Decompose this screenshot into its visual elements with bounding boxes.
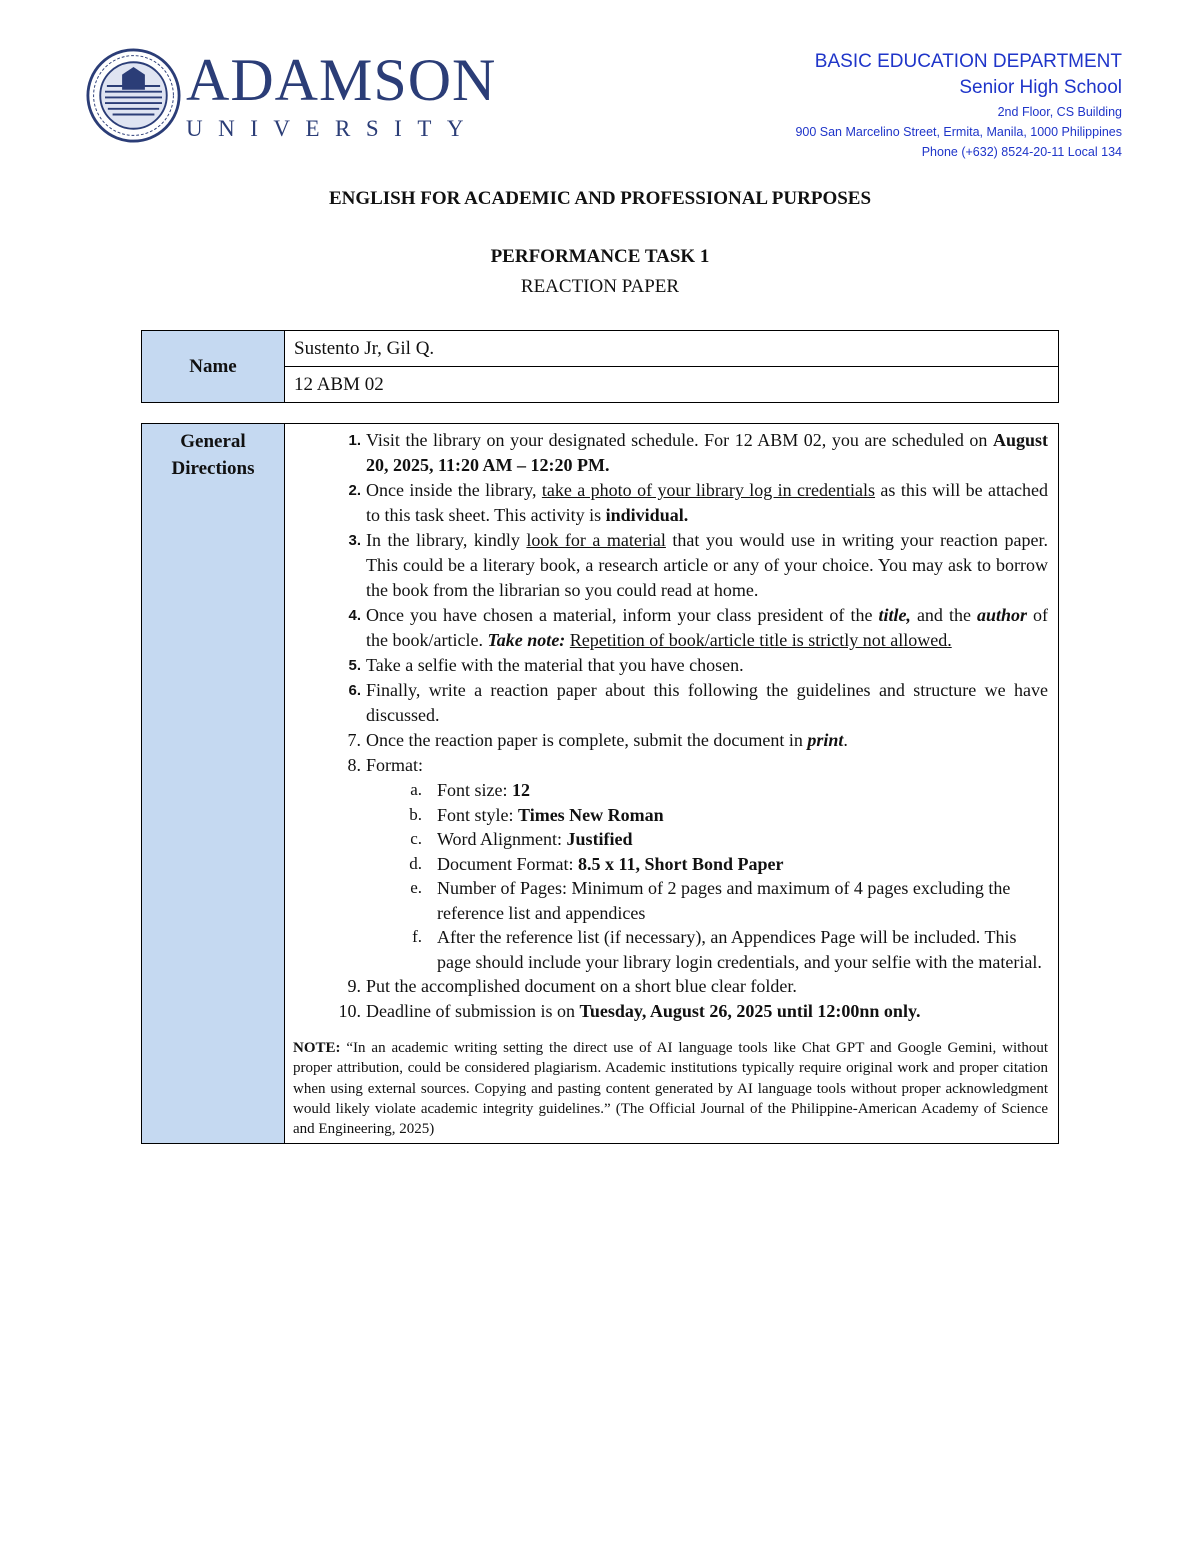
student-info-table xyxy=(141,330,1059,403)
directions-body xyxy=(285,424,1059,1144)
format-item: f. After the reference list (if necessary), an Appendices Page will be included. This page should include your library login credentials, and your selfie with the material. xyxy=(412,927,1042,972)
brand-wordmark xyxy=(186,47,497,142)
note-text: “In an academic writing setting the direct use of AI language tools like Chat GPT and Google Gemini, without proper attribution, could be considered plagiarism. Academic institutions typically require original work and proper citation when using external sources. Copying and pasting content generated by AI language tools without proper acknowledgment would likely violate academic integrity guidelines.” (The Official Journal of the Philippine-American Academy of Science and Engineering, 2025) xyxy=(293,1040,1048,1138)
format-item: e. Number of Pages: Minimum of 2 pages and maximum of 4 pages excluding the reference list and appendices xyxy=(410,878,1011,923)
direction-item: 1. Visit the library on your designated schedule. For 12 ABM 02, you are scheduled on August 20, 2025, 11:20 AM – 12:20 PM. xyxy=(348,430,1048,475)
directions-label xyxy=(142,424,285,1144)
department-name: BASIC EDUCATION DEPARTMENT xyxy=(814,51,1122,72)
direction-item: 7. Once the reaction paper is complete, submit the document in print. xyxy=(347,730,848,750)
school-name: Senior High School xyxy=(959,77,1122,98)
format-item: b. Font style: Times New Roman xyxy=(409,804,664,825)
note-label: NOTE: xyxy=(293,1040,341,1056)
format-item: c. Word Alignment: Justified xyxy=(410,829,633,849)
university-seal-icon xyxy=(86,48,181,143)
format-item: a. Font size: 12 xyxy=(410,780,530,800)
ai-note xyxy=(293,1038,1048,1139)
direction-item: 4. Once you have chosen a material, inform your class president of the title, and the author of the book/article. Take note: Repetition of book/article title is strictly not allowed. xyxy=(348,605,1048,650)
direction-item: 8. Format: a. Font size: 12 b. Font style: Times New Roman c. Word Alignment: Justified d. Document Format: 8.5 x 11, Short Bond Paper e. Number of Pages: Minimum of 2 pages and maximum of 4 pages excluding the reference list and appendices f. After the reference list (if necessary), an Appendices Page will be included. This page should include your library login credentials, and your selfie with the material. xyxy=(293,753,1048,974)
phone: Phone (+632) 8524-20-11 Local 134 xyxy=(921,145,1122,159)
direction-item: 6. Finally, write a reaction paper about this following the guidelines and structure we have discussed. xyxy=(348,680,1048,725)
brand-sub: UNIVERSITY xyxy=(186,116,479,141)
direction-item: 5. Take a selfie with the material that you have chosen. xyxy=(348,655,744,675)
course-title: ENGLISH FOR ACADEMIC AND PROFESSIONAL PURPOSES xyxy=(328,188,872,209)
student-section[interactable]: 12 ABM 02 xyxy=(285,367,1059,403)
name-label: Name xyxy=(142,331,285,403)
address-floor: 2nd Floor, CS Building xyxy=(997,105,1122,119)
directions-label-line2: Directions xyxy=(171,458,255,479)
task-subtitle: REACTION PAPER xyxy=(520,276,680,297)
letterhead xyxy=(0,0,1200,175)
student-name[interactable]: Sustento Jr, Gil Q. xyxy=(285,331,1059,367)
direction-item: 3. In the library, kindly look for a material that you would use in writing your reaction paper. This could be a literary book, a research article or any of your choice. You may ask to borrow the book from the librarian so you could read at home. xyxy=(348,530,1049,600)
format-item: d. Document Format: 8.5 x 11, Short Bond Paper xyxy=(409,853,784,874)
brand-name: ADAMSON xyxy=(186,47,497,113)
direction-item: 2. Once inside the library, take a photo of your library log in credentials as this will be attached to this task sheet. This activity is individual. xyxy=(348,480,1048,525)
direction-item: 9. Put the accomplished document on a short blue clear folder. xyxy=(347,976,797,996)
address-street: 900 San Marcelino Street, Ermita, Manila, 1000 Philippines xyxy=(795,125,1122,139)
department-block xyxy=(795,50,1122,162)
format-list xyxy=(366,778,1048,974)
directions-table xyxy=(141,423,1059,1144)
directions-list xyxy=(293,428,1048,1024)
task-title: PERFORMANCE TASK 1 xyxy=(490,246,710,267)
direction-item: 10. Deadline of submission is on Tuesday, August 26, 2025 until 12:00nn only. xyxy=(338,1001,921,1021)
university-logo xyxy=(86,47,497,143)
directions-label-line1: General xyxy=(180,431,246,452)
